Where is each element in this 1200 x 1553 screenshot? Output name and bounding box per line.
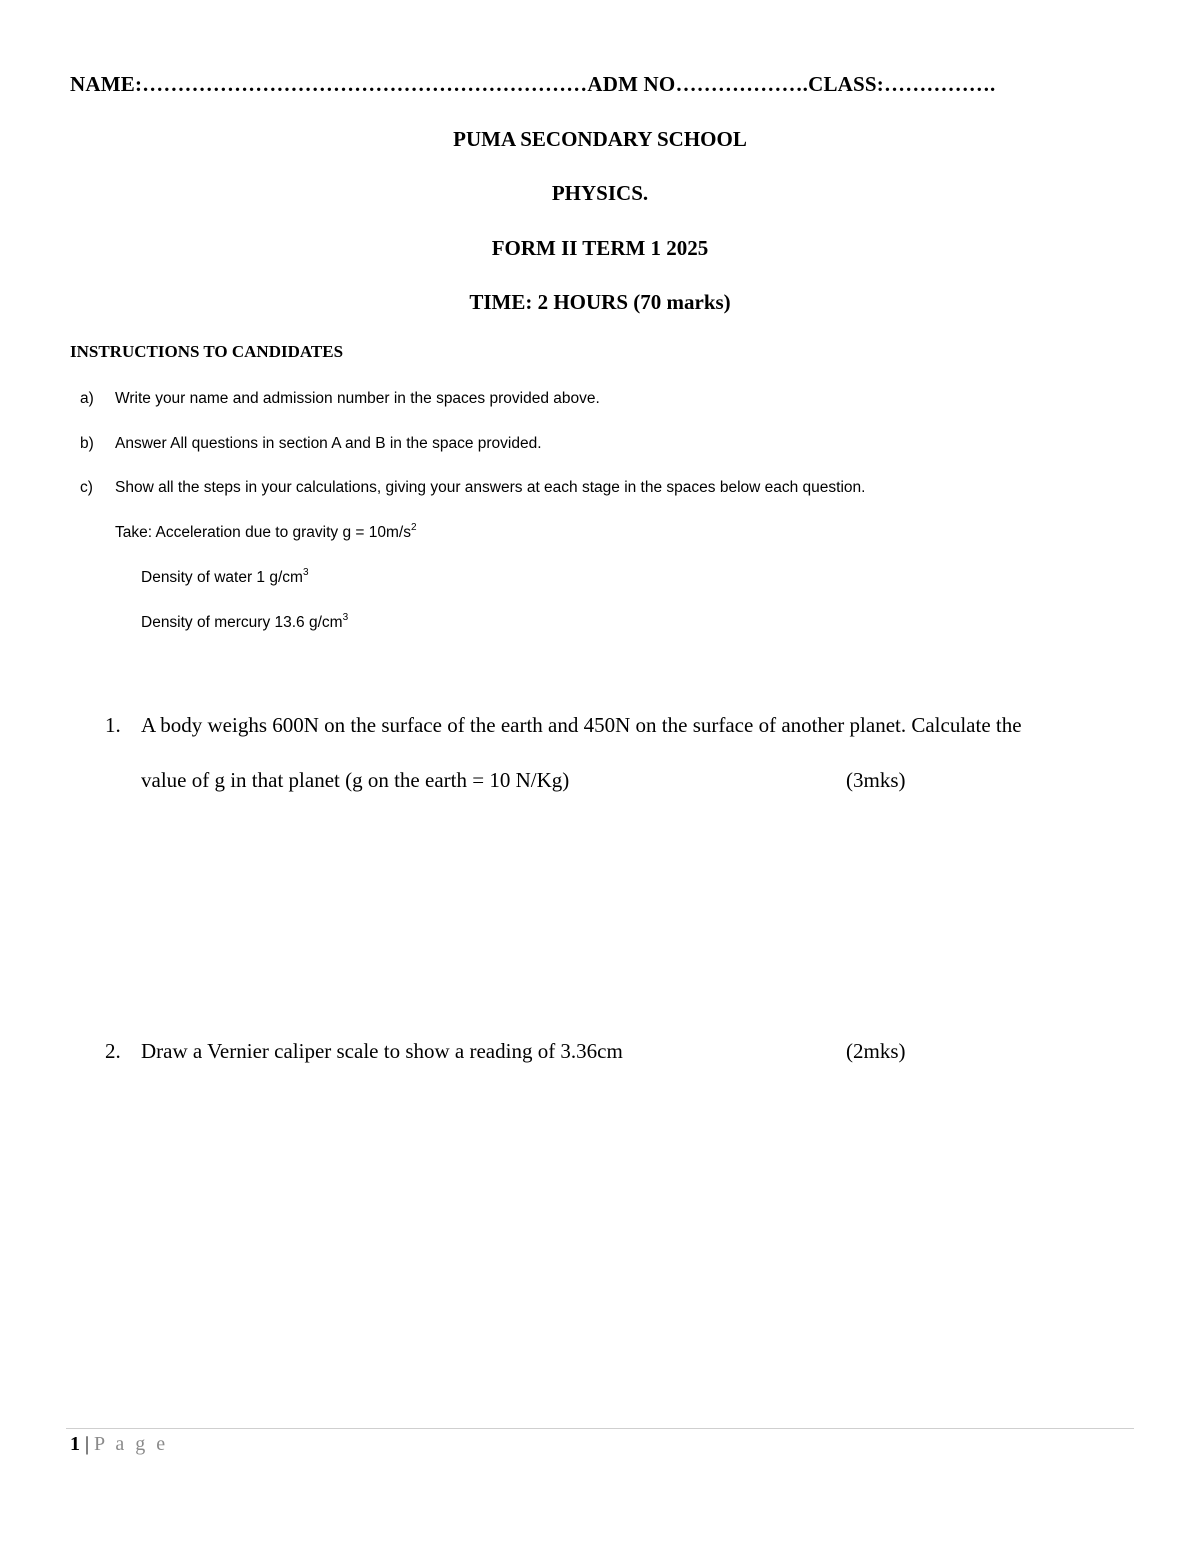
gravity-constant [115, 524, 417, 542]
form-term-title: FORM II TERM 1 2025 [491, 236, 709, 260]
question-text-line1: Draw a Vernier caliper scale to show a reading of 3.36cm [141, 1039, 623, 1063]
instruction-item [80, 390, 1080, 412]
instruction-text: Write your name and admission number in the spaces provided above. [115, 390, 600, 407]
page-separator: | [85, 1433, 90, 1455]
density-water-text: Density of water 1 g/cm [141, 569, 303, 586]
question-text-line2: value of g in that planet (g on the earth = 10 N/Kg) [141, 768, 570, 792]
instruction-marker: c) [80, 479, 93, 496]
name-adm-class-line: NAME:………………………………………………………ADM NO……………….CLASS:……………. [70, 72, 996, 96]
gravity-unit-exponent: 2 [410, 522, 417, 533]
instruction-marker: b) [80, 435, 94, 452]
instruction-item [80, 479, 1080, 501]
density-water-exponent: 3 [302, 567, 309, 578]
time-marks-title: TIME: 2 HOURS (70 marks) [469, 290, 731, 314]
gravity-constant-text: Take: Acceleration due to gravity g = 10m/s [115, 524, 411, 541]
question-marks: (3mks) [846, 768, 906, 792]
page-label: P a g e [94, 1433, 169, 1455]
instructions-heading: INSTRUCTIONS TO CANDIDATES [70, 342, 344, 361]
page-footer [70, 1433, 168, 1456]
question-1 [105, 713, 1165, 743]
density-water [141, 569, 309, 587]
instruction-item [80, 435, 1080, 457]
page-number: 1 [70, 1433, 80, 1455]
question-text-line1: A body weighs 600N on the surface of the earth and 450N on the surface of another planet. Calculate the [141, 713, 1022, 737]
density-mercury [141, 614, 348, 632]
question-2 [105, 1039, 805, 1069]
question-number: 1. [105, 713, 121, 737]
subject-title: PHYSICS. [551, 181, 649, 205]
instruction-text: Answer All questions in section A and B in the space provided. [115, 435, 542, 452]
instruction-marker: a) [80, 390, 94, 407]
density-mercury-exponent: 3 [342, 612, 349, 623]
instruction-text: Show all the steps in your calculations, giving your answers at each stage in the spaces below each question. [115, 479, 866, 496]
school-name: PUMA SECONDARY SCHOOL [453, 127, 747, 151]
question-number: 2. [105, 1039, 121, 1063]
question-marks: (2mks) [846, 1039, 906, 1063]
density-mercury-text: Density of mercury 13.6 g/cm [141, 614, 343, 631]
footer-divider [66, 1428, 1134, 1429]
